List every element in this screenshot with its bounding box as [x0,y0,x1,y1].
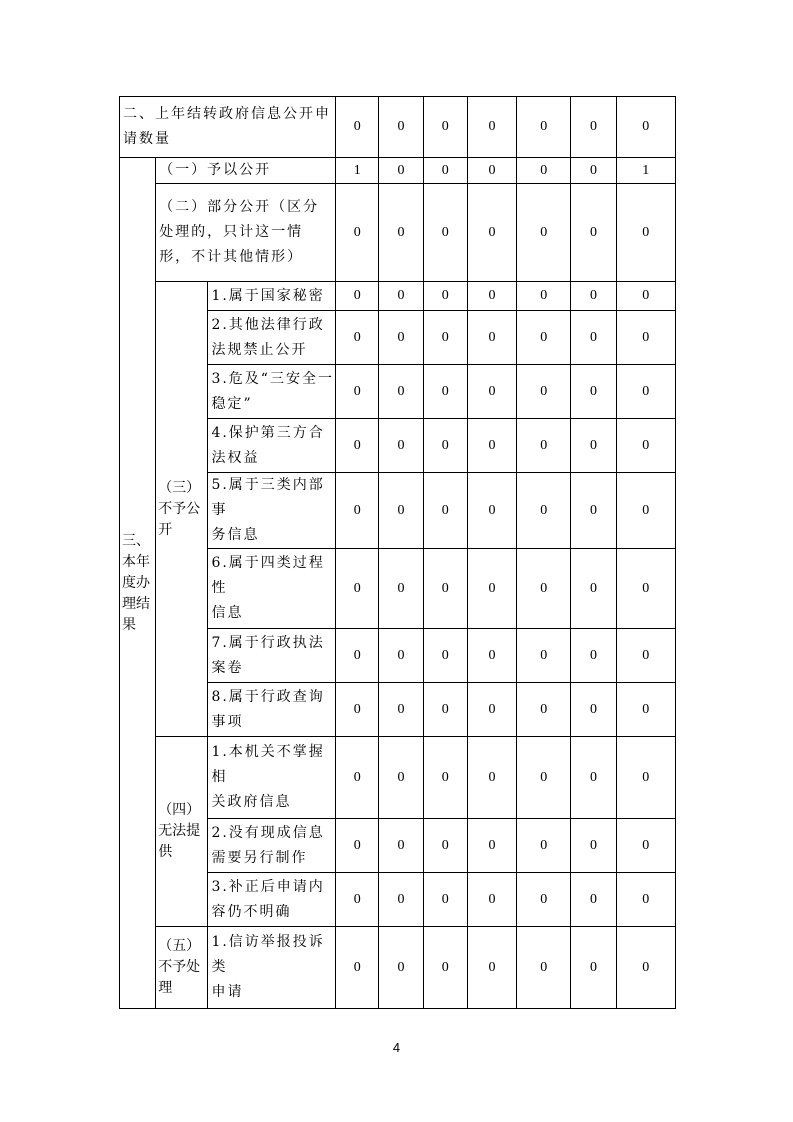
cell-value: 0 [616,184,675,282]
cell-value: 0 [467,629,516,683]
table-row [120,97,676,158]
cell-value: 0 [571,158,616,184]
table-row [120,158,676,184]
cell-value: 0 [423,311,467,365]
row-label: 1.信访举报投诉类 申请 [208,927,336,1009]
cell-value: 0 [571,629,616,683]
row-label: 1.本机关不掌握相 关政府信息 [208,737,336,819]
table-row [120,737,676,819]
cell-value: 0 [336,473,379,549]
cell-value: 0 [571,737,616,819]
cell-value: 0 [517,282,571,311]
table-row [120,184,676,282]
cell-value: 0 [336,819,379,873]
row-label: 2.其他法律行政法规禁止公开 [208,311,336,365]
cell-value: 0 [336,311,379,365]
cell-value: 0 [379,473,423,549]
cell-value: 0 [467,473,516,549]
cell-value: 0 [571,873,616,927]
row-label: 8.属于行政查询事项 [208,683,336,737]
cell-value: 0 [336,873,379,927]
cell-value: 0 [423,282,467,311]
cell-value: 0 [467,683,516,737]
cell-value: 0 [616,873,675,927]
row-label: （一）予以公开 [156,158,336,184]
cell-value: 0 [571,365,616,419]
cell-value: 0 [571,819,616,873]
cell-value: 0 [467,365,516,419]
row-label: 1.属于国家秘密 [208,282,336,311]
cell-value: 0 [616,549,675,629]
row-label: 2.没有现成信息需要另行制作 [208,819,336,873]
cell-value: 0 [571,549,616,629]
cell-value: 0 [616,927,675,1009]
cell-value: 0 [517,683,571,737]
cell-value: 0 [616,629,675,683]
cell-value: 0 [571,683,616,737]
cell-value: 0 [571,927,616,1009]
cell-value: 0 [423,927,467,1009]
cell-value: 0 [616,419,675,473]
cell-value: 0 [517,97,571,158]
section-header-3: 三、本年度办理结果 [120,158,156,1009]
cell-value: 0 [467,158,516,184]
cell-value: 0 [423,873,467,927]
cell-value: 0 [467,97,516,158]
cell-value: 0 [379,927,423,1009]
cell-value: 1 [336,158,379,184]
cell-value: 0 [467,549,516,629]
cell-value: 0 [423,419,467,473]
row-label: 二、上年结转政府信息公开申请数量 [120,97,336,158]
cell-value: 0 [571,419,616,473]
page-number: 4 [392,1040,401,1055]
cell-value: 0 [616,365,675,419]
cell-value: 0 [517,629,571,683]
cell-value: 0 [379,184,423,282]
cell-value: 0 [336,419,379,473]
cell-value: 0 [571,473,616,549]
cell-value: 0 [467,282,516,311]
cell-value: 0 [379,97,423,158]
row-label: 3.危及“三安全一稳定” [208,365,336,419]
cell-value: 0 [336,927,379,1009]
cell-value: 0 [336,629,379,683]
cell-value: 0 [423,737,467,819]
cell-value: 1 [616,158,675,184]
cell-value: 0 [467,873,516,927]
cell-value: 0 [423,158,467,184]
cell-value: 0 [517,184,571,282]
cell-value: 0 [467,184,516,282]
cell-value: 0 [467,819,516,873]
information-disclosure-table [119,96,676,1009]
cell-value: 0 [517,419,571,473]
cell-value: 0 [336,97,379,158]
row-label: 7.属于行政执法案卷 [208,629,336,683]
row-label: 4.保护第三方合法权益 [208,419,336,473]
cell-value: 0 [517,365,571,419]
cell-value: 0 [379,365,423,419]
cell-value: 0 [517,737,571,819]
cell-value: 0 [379,419,423,473]
group-header-3: （三）不予公开 [156,282,208,737]
row-label: 6.属于四类过程性 信息 [208,549,336,629]
cell-value: 0 [571,184,616,282]
cell-value: 0 [571,311,616,365]
cell-value: 0 [423,629,467,683]
cell-value: 0 [616,819,675,873]
cell-value: 0 [517,473,571,549]
cell-value: 0 [616,311,675,365]
cell-value: 0 [616,473,675,549]
group-header-4: （四）无法提供 [156,737,208,927]
cell-value: 0 [336,365,379,419]
cell-value: 0 [467,419,516,473]
cell-value: 0 [517,158,571,184]
cell-value: 0 [571,97,616,158]
row-label: （二）部分公开（区分处理的，只计这一情形，不计其他情形） [156,184,336,282]
cell-value: 0 [379,629,423,683]
cell-value: 0 [336,683,379,737]
cell-value: 0 [423,184,467,282]
cell-value: 0 [423,683,467,737]
cell-value: 0 [467,927,516,1009]
table-row [120,927,676,1009]
cell-value: 0 [423,97,467,158]
cell-value: 0 [379,737,423,819]
cell-value: 0 [336,737,379,819]
cell-value: 0 [379,819,423,873]
cell-value: 0 [517,549,571,629]
cell-value: 0 [517,819,571,873]
cell-value: 0 [423,819,467,873]
cell-value: 0 [336,549,379,629]
row-label: 3.补正后申请内容仍不明确 [208,873,336,927]
cell-value: 0 [379,873,423,927]
cell-value: 0 [423,473,467,549]
cell-value: 0 [379,158,423,184]
cell-value: 0 [423,365,467,419]
cell-value: 0 [467,737,516,819]
cell-value: 0 [379,683,423,737]
cell-value: 0 [616,282,675,311]
cell-value: 0 [336,282,379,311]
table-row [120,282,676,311]
cell-value: 0 [517,873,571,927]
cell-value: 0 [336,184,379,282]
cell-value: 0 [616,683,675,737]
cell-value: 0 [379,311,423,365]
cell-value: 0 [517,311,571,365]
group-header-5: （五）不予处理 [156,927,208,1009]
cell-value: 0 [571,282,616,311]
cell-value: 0 [423,549,467,629]
cell-value: 0 [379,549,423,629]
row-label: 5.属于三类内部事 务信息 [208,473,336,549]
cell-value: 0 [379,282,423,311]
cell-value: 0 [616,97,675,158]
cell-value: 0 [467,311,516,365]
cell-value: 0 [517,927,571,1009]
cell-value: 0 [616,737,675,819]
